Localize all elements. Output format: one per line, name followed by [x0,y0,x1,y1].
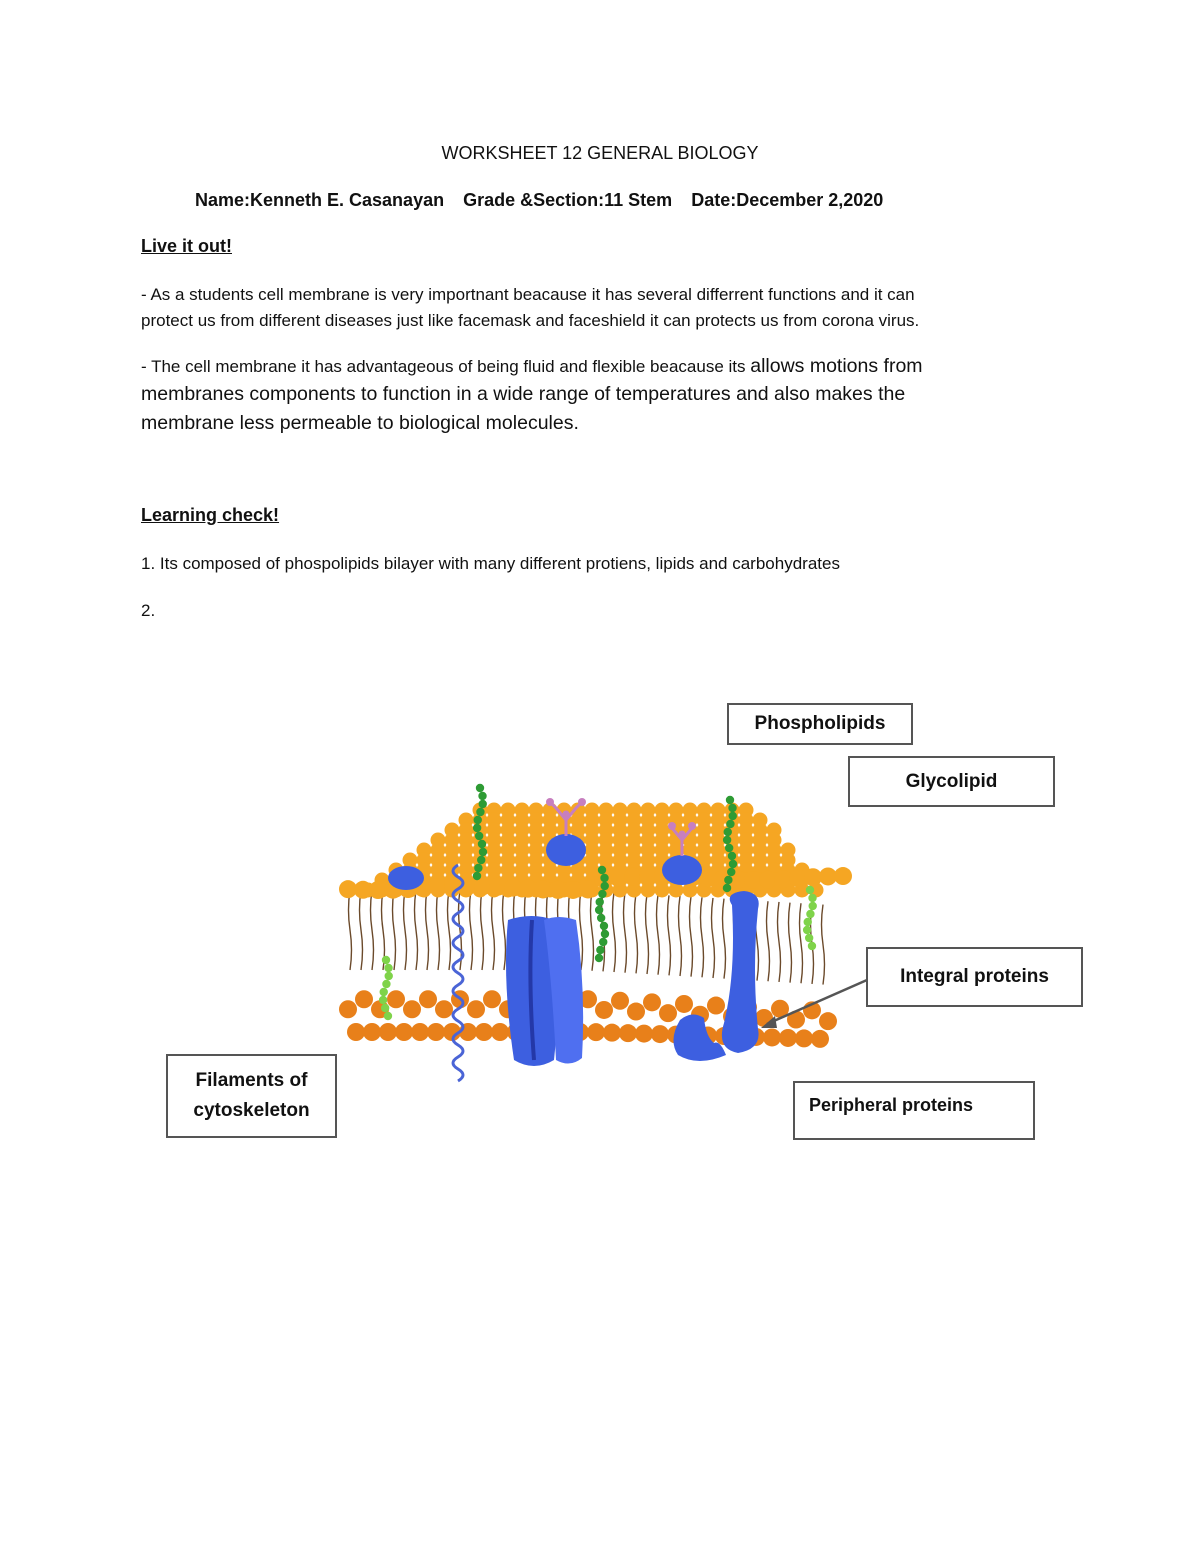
cell-membrane-diagram [330,770,860,1100]
learning-check-heading: Learning check! [141,505,280,525]
label-filaments-line-1: Filaments of [195,1070,308,1091]
paragraph-2-line-1-b: allows motions from [750,355,923,377]
paragraph-2-line-2: membranes components to function in a wide range of temperatures and also makes the [141,383,906,405]
grade-section: Grade &Section:11 Stem [463,190,673,210]
paragraph-2-line-1-a: - The cell membrane it has advantageous of being fluid and flexible beacause its [141,357,751,376]
learning-check-item-1: 1. Its composed of phospolipids bilayer with many different protiens, lipids and carbohydrates [141,554,840,573]
cytoskeleton-filament [453,865,463,1081]
student-info [195,190,897,211]
paragraph-2-line-1 [141,355,923,378]
surface-protein-left [388,866,424,890]
paragraph-1-line-2: protect us from different diseases just like facemask and faceshield it can protects us from corona virus. [141,311,920,330]
label-integral-proteins: Integral proteins [866,947,1083,1007]
learning-check-item-2: 2. [141,601,156,620]
worksheet-date: Date:December 2,2020 [691,190,884,210]
integral-pointer-arrow [755,970,875,1040]
paragraph-2-line-3: membrane less permeable to biological molecules. [141,412,579,434]
label-glycolipid: Glycolipid [848,756,1055,807]
live-it-out-heading: Live it out! [141,236,232,256]
worksheet-title: WORKSHEET 12 GENERAL BIOLOGY [441,143,759,163]
label-filaments-of-cytoskeleton [166,1054,337,1138]
label-peripheral-proteins: Peripheral proteins [793,1081,1035,1140]
channel-protein [506,916,583,1066]
paragraph-1-line-1: - As a students cell membrane is very importnant beacause it has several differrent functions and it can [141,285,915,304]
label-phospholipids: Phospholipids [727,703,913,745]
student-name: Name:Kenneth E. Casanayan [195,190,445,210]
integral-protein [722,891,759,1053]
label-filaments-line-2: cytoskeleton [193,1100,310,1121]
